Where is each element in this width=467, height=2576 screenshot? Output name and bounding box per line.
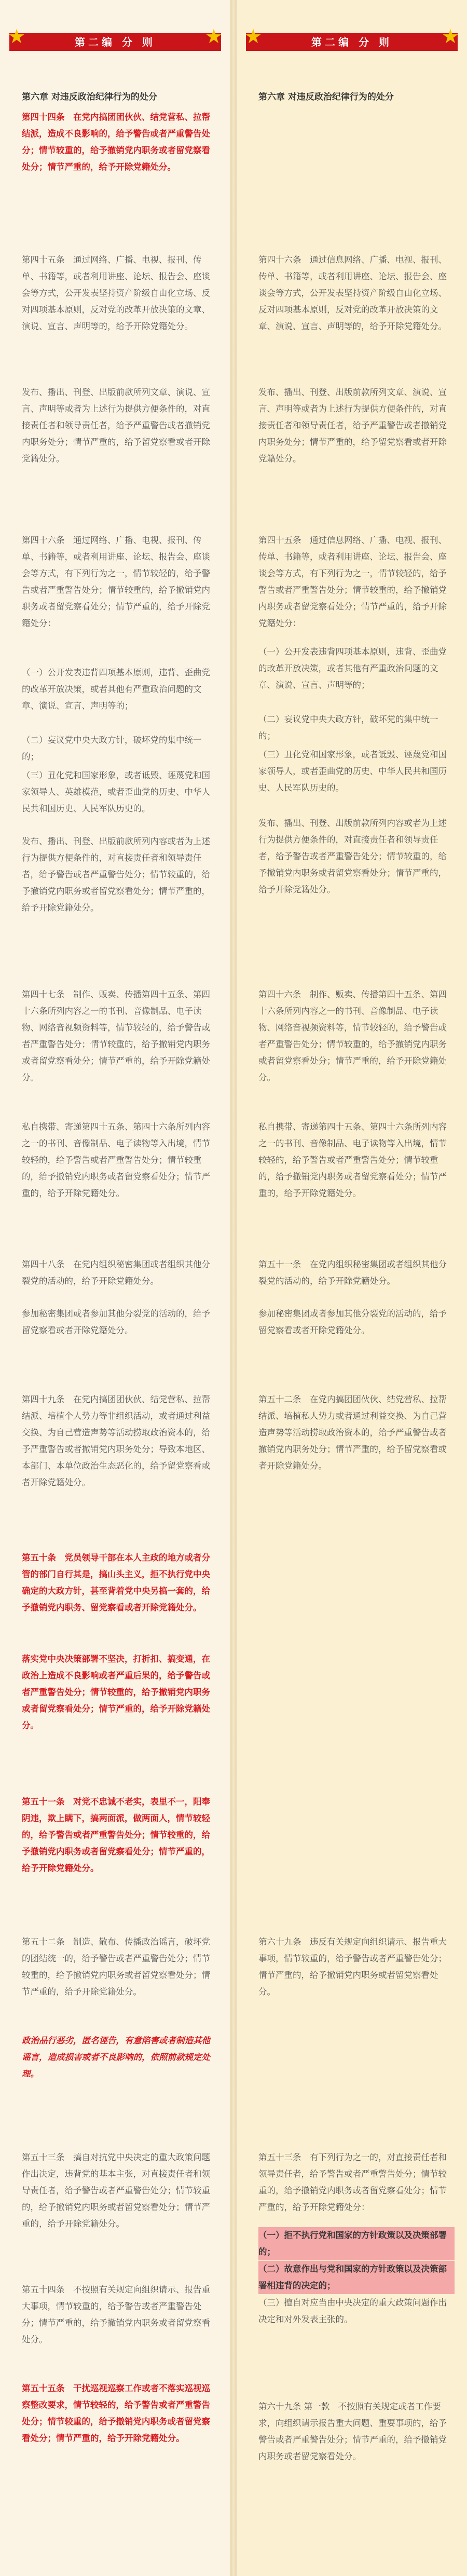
- left-article-51: 第五十一条 对党不忠诚不老实，表里不一，阳奉阴违，欺上瞒下，搞两面派，做两面人，情节较轻的，给予警告或者严重警告处分；情节较重的，给予撤销党内职务或者留党察看处分；情节严重的，给予开除党籍处分。: [22, 1797, 210, 1873]
- left-article-45-para2: 发布、播出、刊登、出版前款所列文章、演说、宣言、声明等或者为上述行为提供方便条件的，对直接责任者和领导责任者，给予严重警告或者撤销党内职务处分；情节严重的，给予留党察看或者开除党籍处分。: [22, 387, 210, 464]
- left-title: 第二编 分 则: [75, 36, 156, 48]
- right-article-45-para1: 第四十五条 通过信息网络、广播、电视、报刊、传单、书籍等，或者利用讲座、论坛、报告会、座谈会等方式，有下列行为之一，情节较轻的，给予警告或者严重警告处分；情节较重的，给予撤销党内职务或者留党察看处分；情节严重的，给予开除党籍处分：: [258, 535, 447, 628]
- left-article-47-para2: 私自携带、寄递第四十五条、第四十六条所列内容之一的书刊、音像制品、电子读物等入出境，情节较轻的，给予警告或者严重警告处分；情节较重的，给予撤销党内职务或者留党察看处分；情节严重的，给予开除党籍处分。: [22, 1122, 210, 1198]
- left-article-50-para2: 落实党中央决策部署不坚决，打折扣、搞变通，在政治上造成不良影响或者严重后果的，给予警告或者严重警告处分；情节较重的，给予撤销党内职务或者留党察看处分；情节严重的，给予开除党籍处分。: [22, 1654, 210, 1730]
- left-article-53: 第五十三条 搞自对抗党中央决定的重大政策问题作出决定，违背党的基本主张，对直接责任者和领导责任者，给予警告或者严重警告处分；情节较重的，给予撤销党内职务或者留党察看处分；情节严重的，给予开除党籍处分。: [22, 2152, 210, 2229]
- left-article-44: 第四十四条 在党内搞团团伙伙、结党营私、拉帮结派，造成不良影响的，给予警告或者严重警告处分；情节较重的，给予撤销党内职务或者留党察看处分；情节严重的，给予开除党籍处分。: [22, 112, 210, 172]
- left-article-52-para2: 政治品行恶劣，匿名诬告，有意陷害或者制造其他谣言，造成损害或者不良影响的，依照前款规定处理。: [22, 2036, 210, 2079]
- star-icon: ★: [441, 25, 460, 48]
- right-banner: [244, 25, 460, 51]
- right-title: 第二编 分 则: [311, 36, 392, 48]
- left-article-46-item2: （二）妄议党中央大政方针，破坏党的集中统一的；: [22, 735, 202, 762]
- left-article-46-item1: （一）公开发表违背四项基本原则，违背、歪曲党的改革开放决策，或者其他有严重政治问题的文章、演说、宣言、声明等的；: [22, 668, 210, 711]
- right-article-53-item1: （一）拒不执行党和国家的方针政策以及决策部署的；: [258, 2227, 455, 2260]
- left-article-46-para1: 第四十六条 通过网络、广播、电视、报刊、传单、书籍等，或者利用讲座、论坛、报告会、座谈会等方式，有下列行为之一，情节较轻的，给予警告或者严重警告处分；情节较重的，给予撤销党内职务或者留党察看处分；情节严重的，给予开除党籍处分：: [22, 535, 210, 628]
- column-divider: [230, 0, 237, 2576]
- left-article-46-item3: （三）丑化党和国家形象，或者诋毁、诬蔑党和国家领导人、英雄模范，或者歪曲党的历史、中华人民共和国历史、人民军队历史的。: [22, 770, 210, 814]
- star-icon: ★: [244, 25, 263, 48]
- right-chapter-title: 第六章 对违反政治纪律行为的处分: [258, 92, 394, 102]
- right-article-45-item2: （二）妄议党中央大政方针，破坏党的集中统一的；: [258, 714, 438, 741]
- right-article-51c: 第六十九条 违反有关规定向组织请示、报告重大事项，情节较重的，给予警告或者严重警告处分；情节严重的，给予撤销党内职务或者留党察看处分。: [258, 1937, 447, 1997]
- left-article-46-para2: 发布、播出、刊登、出版前款所列内容或者为上述行为提供方便条件的，对直接责任者和领导责任者，给予警告或者严重警告处分；情节较重的，给予撤销党内职务或者留党察看处分；情节严重的，给予开除党籍处分。: [22, 836, 210, 913]
- right-article-45-para2: 发布、播出、刊登、出版前款所列内容或者为上述行为提供方便条件的，对直接责任者和领导责任者，给予警告或者严重警告处分；情节较重的，给予撤销党内职务或者留党察看处分；情节严重的，给予开除党籍处分。: [258, 818, 447, 894]
- right-article-52: 第五十二条 在党内搞团团伙伙、结党营私、拉帮结派、培植私人势力或者通过利益交换、为自己营造声势等活动捞取政治资本的，给予严重警告或者撤销党内职务处分；情节严重的，给予留党察看或者开除党籍处分。: [258, 1394, 447, 1471]
- left-banner: [7, 25, 223, 51]
- left-article-48-para1: 第四十八条 在党内组织秘密集团或者组织其他分裂党的活动的，给予开除党籍处分。: [22, 1259, 210, 1286]
- right-column: [237, 0, 467, 2576]
- left-article-50-para1: 第五十条 党员领导干部在本人主政的地方或者分管的部门自行其是，搞山头主义，拒不执行党中央确定的大政方针，甚至背着党中央另搞一套的，给予撤销党内职务、留党察看或者开除党籍处分。: [22, 1553, 210, 1612]
- right-article-51-para1: 第五十一条 在党内组织秘密集团或者组织其他分裂党的活动的，给予开除党籍处分。: [258, 1259, 447, 1286]
- right-article-47-para1: 第四十六条 制作、贩卖、传播第四十五条、第四十六条所列内容之一的书刊、音像制品、电子读物、网络音视频资料等，情节较轻的，给予警告或者严重警告处分；情节较重的，给予撤销党内职务或者留党察看处分；情节严重的，给予开除党籍处分。: [258, 989, 447, 1082]
- right-article-45-item1: （一）公开发表违背四项基本原则，违背、歪曲党的改革开放决策，或者其他有严重政治问题的文章、演说、宣言、声明等的；: [258, 647, 447, 690]
- right-article-47-para2: 私自携带、寄递第四十五条、第四十六条所列内容之一的书刊、音像制品、电子读物等入出境，情节较轻的，给予警告或者严重警告处分；情节较重的，给予撤销党内职务或者留党察看处分；情节严重的，给予开除党籍处分。: [258, 1122, 447, 1198]
- left-article-49: 第四十九条 在党内搞团团伙伙、结党营私、拉帮结派、培植个人势力等非组织活动，或者通过利益交换、为自己营造声势等活动捞取政治资本的，给予严重警告或者撤销党内职务处分；导致本地区、本部门、本单位政治生态恶化的，给予留党察看或者开除党籍处分。: [22, 1394, 210, 1487]
- left-article-48-para2: 参加秘密集团或者参加其他分裂党的活动的，给予留党察看或者开除党籍处分。: [22, 1309, 210, 1335]
- left-article-52-para1: 第五十二条 制造、散布、传播政治谣言，破坏党的团结统一的，给予警告或者严重警告处分；情节较重的，给予撤销党内职务或者留党察看处分；情节严重的，给予开除党籍处分。: [22, 1937, 210, 1997]
- right-article-46-para1: 第四十六条 通过信息网络、广播、电视、报刊、传单、书籍等，或者利用讲座、论坛、报告会、座谈会等方式，公开发表坚持资产阶级自由化立场、反对四项基本原则，反对党的改革开放决策的文章、演说、宣言、声明等的，给予开除党籍处分。: [258, 255, 447, 331]
- left-article-54: 第五十四条 不按照有关规定向组织请示、报告重大事项，情节较重的，给予警告或者严重警告处分；情节严重的，给予撤销党内职务或者留党察看处分。: [22, 2285, 210, 2344]
- left-article-45-para1: 第四十五条 通过网络、广播、电视、报刊、传单、书籍等，或者利用讲座、论坛、报告会、座谈会等方式，公开发表坚持资产阶级自由化立场、反对四项基本原则，反对党的改革开放决策的文章、演说、宣言、声明等的，给予开除党籍处分。: [22, 255, 210, 331]
- right-article-53-item3: （三）擅自对应当由中央决定的重大政策问题作出决定和对外发表主张的。: [258, 2298, 447, 2324]
- right-article-51-para2: 参加秘密集团或者参加其他分裂党的活动的，给予留党察看或者开除党籍处分。: [258, 1309, 447, 1335]
- left-article-55: 第五十五条 干扰巡视巡察工作或者不落实巡视巡察整改要求，情节较轻的，给予警告或者严重警告处分；情节较重的，给予撤销党内职务或者留党察看处分；情节严重的，给予开除党籍处分。: [22, 2383, 210, 2443]
- left-article-47-para1: 第四十七条 制作、贩卖、传播第四十五条、第四十六条所列内容之一的书刊、音像制品、电子读物、网络音视频资料等，情节较轻的，给予警告或者严重警告处分；情节较重的，给予撤销党内职务或者留党察看处分；情节严重的，给予开除党籍处分。: [22, 989, 210, 1082]
- right-article-69: 第六十九条 第一款 不按照有关规定或者工作要求，向组织请示报告重大问题、重要事项的，给予警告或者严重警告处分；情节严重的，给予撤销党内职务或者留党察看处分。: [258, 2402, 447, 2461]
- right-article-45-item3: （三）丑化党和国家形象，或者诋毁、诬蔑党和国家领导人，或者歪曲党的历史、中华人民共和国历史、人民军队历史的。: [258, 750, 447, 793]
- left-chapter-title: 第六章 对违反政治纪律行为的处分: [22, 92, 157, 102]
- right-article-53-item2: （二）故意作出与党和国家的方针政策以及决策部署相违背的决定的；: [258, 2261, 455, 2294]
- star-icon: ★: [7, 25, 26, 48]
- right-article-53-para1: 第五十三条 有下列行为之一的，对直接责任者和领导责任者，给予警告或者严重警告处分；情节较重的，给予撤销党内职务或者留党察看处分；情节严重的，给予开除党籍处分：: [258, 2152, 447, 2212]
- star-icon: ★: [204, 25, 223, 48]
- right-article-46-para2: 发布、播出、刊登、出版前款所列文章、演说、宣言、声明等或者为上述行为提供方便条件的，对直接责任者和领导责任者，给予严重警告或者撤销党内职务处分；情节严重的，给予留党察看或者开除党籍处分。: [258, 387, 447, 464]
- left-column: [0, 0, 230, 2576]
